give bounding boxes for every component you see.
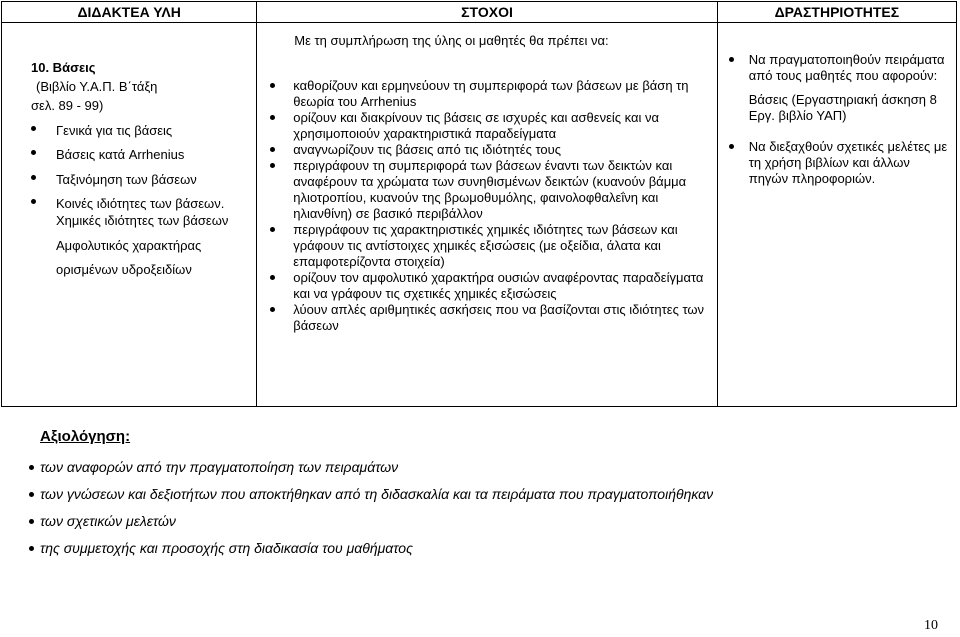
- bullet-icon: [270, 147, 275, 152]
- assessment-section: [40, 428, 714, 556]
- list-item: [257, 110, 716, 142]
- list-item: [2, 171, 256, 195]
- assessment-text: των αναφορών από την πραγματοποίηση των πειραμάτων: [40, 459, 399, 475]
- activities-cell: [717, 23, 956, 407]
- bullet-icon: [270, 307, 275, 312]
- bullet-icon: [729, 57, 734, 62]
- subtopic-text: ορισμένων υδροξειδίων: [56, 261, 192, 277]
- unit-pages: σελ. 89 - 99): [31, 98, 104, 113]
- bullet-icon: [31, 175, 36, 180]
- unit-heading: [31, 58, 256, 115]
- page-number: 10: [924, 618, 938, 633]
- bullet-icon: [29, 519, 34, 524]
- objective-text: αναγνωρίζουν τις βάσεις από τις ιδιότητές τους: [293, 142, 562, 157]
- header-row: [2, 2, 957, 23]
- list-item: [257, 222, 716, 270]
- list-item: [257, 158, 716, 222]
- header-objectives: ΣΤΟΧΟΙ: [257, 2, 717, 23]
- bullet-icon: [729, 144, 734, 149]
- objectives-list: [257, 78, 716, 334]
- curriculum-table: [1, 1, 957, 407]
- list-item: [2, 146, 256, 170]
- subtopic-list: [2, 212, 256, 285]
- bullet-icon: [31, 199, 36, 204]
- objective-text: καθορίζουν και ερμηνεύουν τη συμπεριφορά των βάσεων με βάση τη θεωρία του Arrhenius: [293, 78, 689, 109]
- activity-item: [718, 52, 956, 124]
- content-row: [2, 23, 957, 407]
- assessment-text: των γνώσεων και δεξιοτήτων που αποκτήθηκαν από τη διδασκαλία και τα πειράματα που πραγματοποιήθηκαν: [40, 486, 714, 502]
- list-item: [2, 195, 256, 212]
- bullet-icon: [31, 150, 36, 155]
- objective-text: λύουν απλές αριθμητικές ασκήσεις που να βασίζονται στις ιδιότητες των βάσεων: [293, 302, 705, 333]
- bullet-icon: [270, 163, 275, 168]
- objectives-cell: [257, 23, 717, 407]
- topic-text: Γενικά για τις βάσεις: [56, 123, 173, 138]
- header-activities: ΔΡΑΣΤΗΡΙΟΤΗΤΕΣ: [717, 2, 956, 23]
- bullet-icon: [270, 83, 275, 88]
- activity-text: Να πραγματοποιηθούν πειράματα από τους μαθητές που αφορούν:: [748, 52, 945, 83]
- list-item: [40, 540, 920, 567]
- bullet-icon: [31, 126, 36, 131]
- bullet-icon: [29, 492, 34, 497]
- assessment-text: της συμμετοχής και προσοχής στη διαδικασία του μαθήματος: [40, 540, 413, 556]
- list-item: [40, 513, 920, 540]
- list-item: [257, 302, 716, 334]
- objective-text: περιγράφουν τις χαρακτηριστικές χημικές ιδιότητες των βάσεων και γράφουν τις αντίστοιχες χημικές εξισώσεις (με οξείδια, άλατα και επαμφοτερίζοντα στοιχεία): [293, 222, 678, 269]
- topic-list: [2, 122, 256, 212]
- unit-book: (Βιβλίο Υ.Α.Π. Β΄τάξη: [36, 79, 158, 94]
- content-cell: [2, 23, 257, 407]
- topic-text: Βάσεις κατά Arrhenius: [56, 147, 185, 163]
- subtopic-text: Χημικές ιδιότητες των βάσεων: [56, 213, 229, 229]
- objective-text: περιγράφουν τη συμπεριφορά των βάσεων έναντι των δεικτών και αναφέρουν τα χρώματα των συνηθισμένων δεικτών (κυανούν βάμμα ηλιοτροπίου, κυανούν της βρωμοθυμόλης, φαινολοφθαλεΐνη και ηλιανθίνη) σε βασικό περιβάλλον: [293, 158, 687, 221]
- objective-text: ορίζουν τον αμφολυτικό χαρακτήρα ουσιών αναφέροντας παραδείγματα και να γράφουν τις σχετικές χημικές εξισώσεις: [293, 270, 704, 301]
- bullet-icon: [270, 227, 275, 232]
- list-item: [40, 486, 920, 513]
- subtopic-text: Αμφολυτικός χαρακτήρας: [56, 237, 202, 253]
- bullet-icon: [270, 275, 275, 280]
- list-item: [40, 459, 920, 486]
- unit-title: 10. Βάσεις: [31, 60, 96, 75]
- list-item: [2, 122, 256, 146]
- list-item: [257, 142, 716, 158]
- bullet-icon: [270, 115, 275, 120]
- list-item: [257, 270, 716, 302]
- activity-item: [718, 139, 956, 187]
- objectives-intro: Με τη συμπλήρωση της ύλης οι μαθητές θα πρέπει να:: [294, 33, 609, 48]
- header-content: ΔΙΔΑΚΤΕΑ ΥΛΗ: [2, 2, 257, 23]
- list-item: [257, 78, 716, 110]
- topic-text: Ταξινόμηση των βάσεων: [56, 171, 197, 187]
- bullet-icon: [29, 546, 34, 551]
- bullet-icon: [29, 465, 34, 470]
- activity-text: Να διεξαχθούν σχετικές μελέτες με τη χρήση βιβλίων και άλλων πηγών πληροφοριών.: [748, 139, 948, 186]
- assessment-text: των σχετικών μελετών: [40, 513, 176, 529]
- activity-detail: Βάσεις (Εργαστηριακή άσκηση 8 Εργ. βιβλίο ΥΑΠ): [748, 92, 937, 123]
- objective-text: ορίζουν και διακρίνουν τις βάσεις σε ισχυρές και ασθενείς και να χρησιμοποιούν χαρακτηριστικά παραδείγματα: [293, 110, 659, 141]
- assessment-list: [40, 459, 920, 567]
- assessment-title: Αξιολόγηση:: [40, 428, 131, 445]
- topic-text: Κοινές ιδιότητες των βάσεων.: [56, 196, 225, 212]
